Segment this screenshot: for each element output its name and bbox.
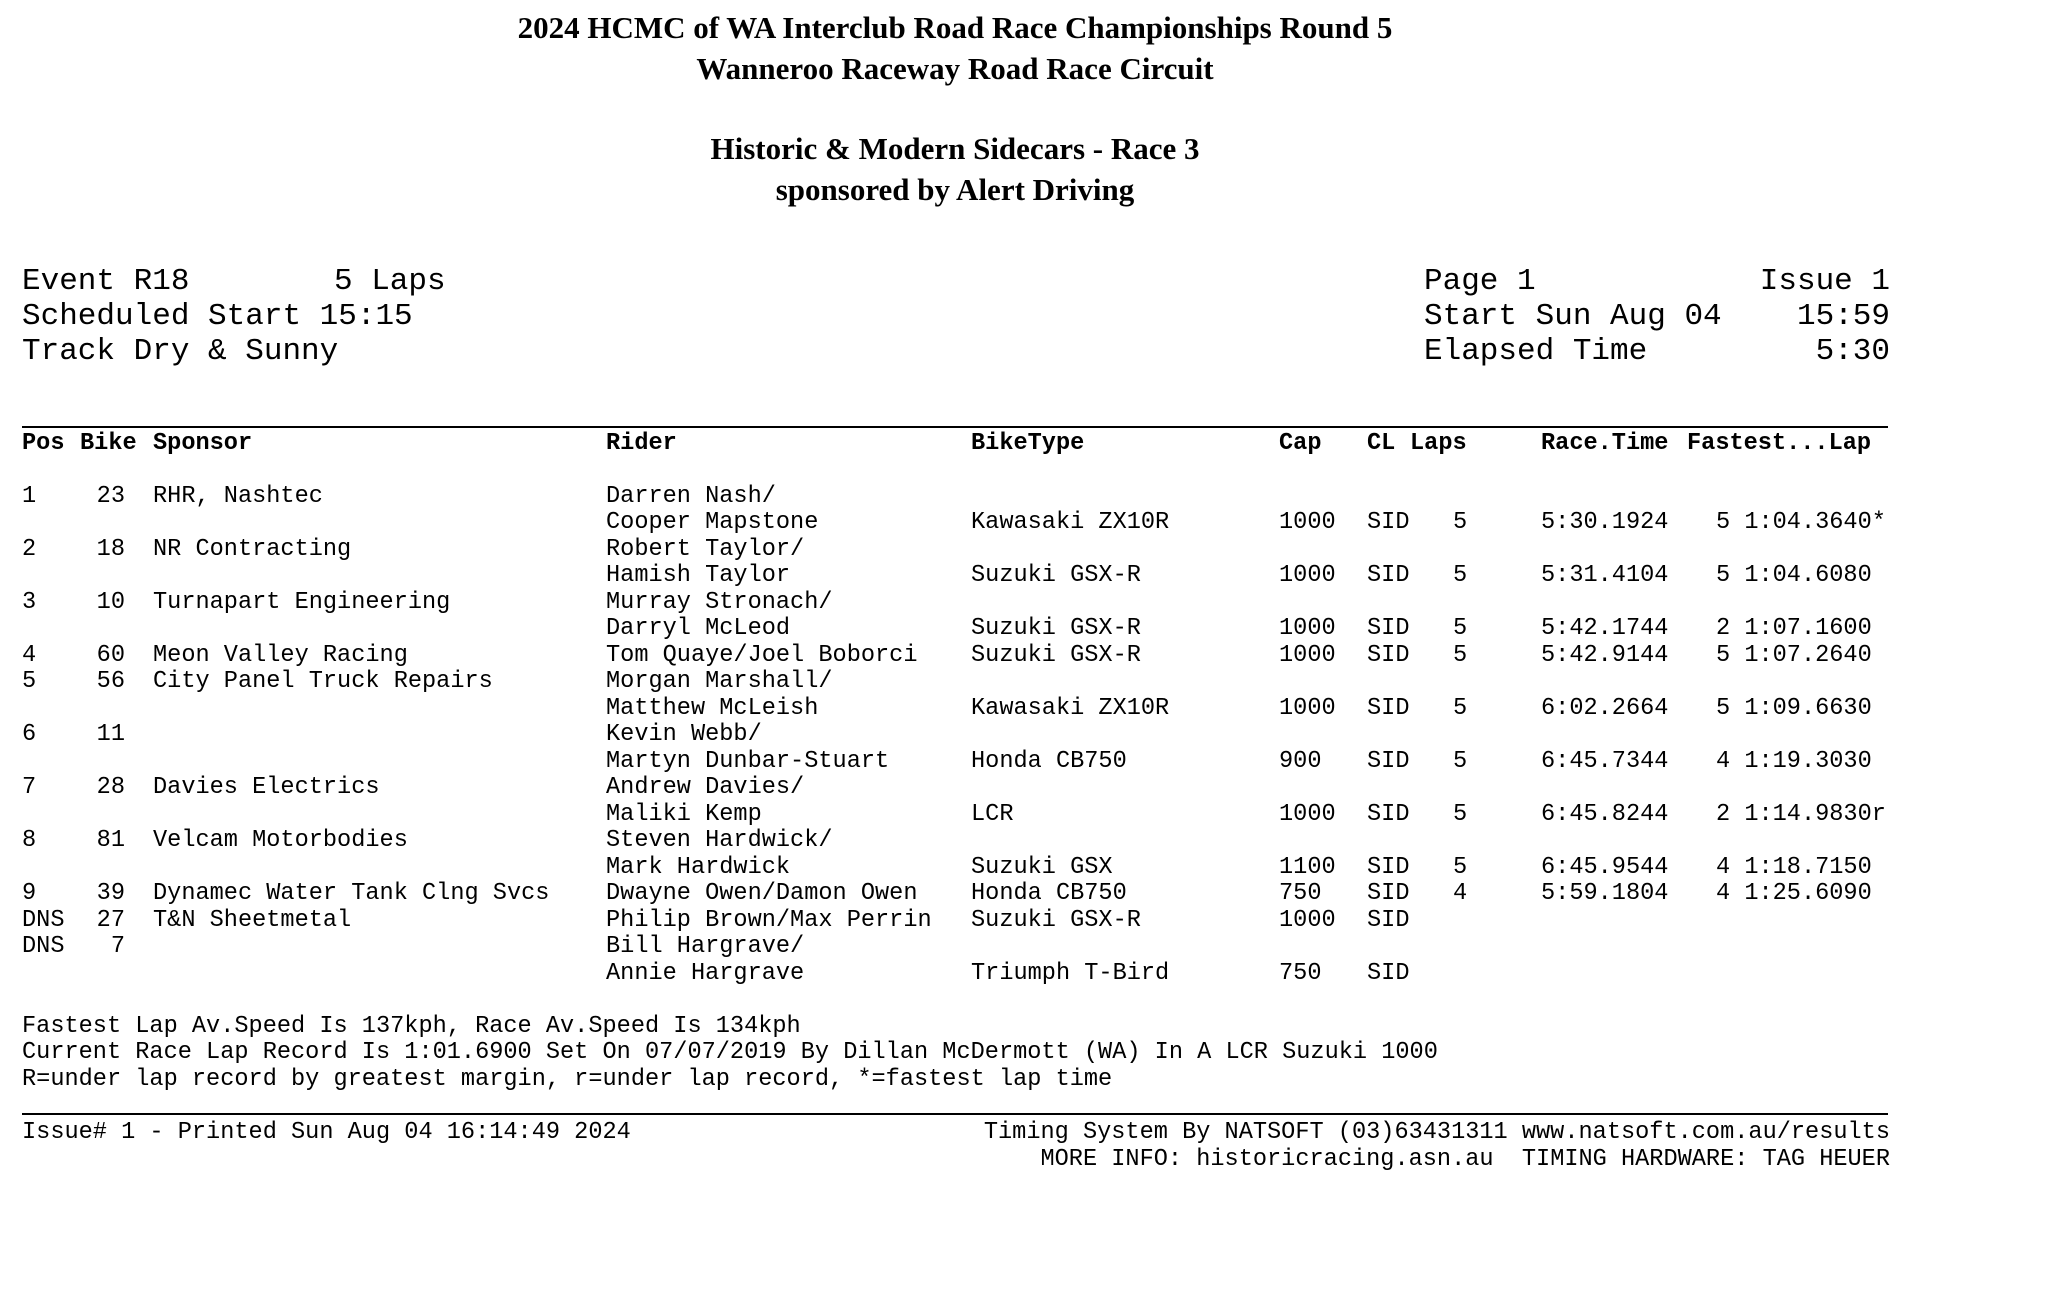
cell-pos: 1 xyxy=(22,483,37,510)
track-condition: Track Dry & Sunny xyxy=(22,334,339,369)
cell-laps: 5 xyxy=(1453,615,1468,642)
elapsed-label: Elapsed Time xyxy=(1424,334,1648,369)
cell-racetime: 6:45.8244 xyxy=(1541,801,1669,828)
cell-cl: SID xyxy=(1367,960,1410,987)
cell-cap: 1000 xyxy=(1279,615,1336,642)
cell-fastest: 4 1:18.7150 xyxy=(1716,854,1872,881)
cell-laps: 5 xyxy=(1453,642,1468,669)
venue-title: Wanneroo Raceway Road Race Circuit xyxy=(696,51,1214,86)
cell-bike: 60 xyxy=(96,642,125,669)
cell-pos: 5 xyxy=(22,668,37,695)
cell-sponsor: NR Contracting xyxy=(153,536,352,563)
col-fastest: Fastest...Lap xyxy=(1687,430,1872,457)
cell-rider: Morgan Marshall/ xyxy=(606,668,833,695)
cell-cap: 1000 xyxy=(1279,801,1336,828)
cell-cl: SID xyxy=(1367,509,1410,536)
more-info: MORE INFO: historicracing.asn.au TIMING HARDWARE: TAG HEUER xyxy=(1040,1146,1890,1173)
cell-rider: Dwayne Owen/Damon Owen xyxy=(606,880,918,907)
header-rule xyxy=(22,426,1888,428)
cell-rider: Murray Stronach/ xyxy=(606,589,833,616)
cell-rider-2: Darryl McLeod xyxy=(606,615,791,642)
cell-pos: DNS xyxy=(22,907,65,934)
elapsed-value: 5:30 xyxy=(1815,334,1890,369)
page-label: Page 1 xyxy=(1424,264,1536,299)
sponsor-title: sponsored by Alert Driving xyxy=(775,172,1135,207)
cell-racetime: 6:45.7344 xyxy=(1541,748,1669,775)
cell-sponsor: T&N Sheetmetal xyxy=(153,907,352,934)
cell-bike: 11 xyxy=(96,721,125,748)
cell-biketype: Suzuki GSX-R xyxy=(971,907,1141,934)
cell-rider-2: Mark Hardwick xyxy=(606,854,791,881)
cell-bike: 28 xyxy=(96,774,125,801)
legend-note: R=under lap record by greatest margin, r=under lap record, *=fastest lap time xyxy=(22,1066,1113,1093)
col-bike: Bike xyxy=(80,430,137,457)
cell-cap: 750 xyxy=(1279,960,1322,987)
cell-sponsor: Davies Electrics xyxy=(153,774,380,801)
cell-biketype: Honda CB750 xyxy=(971,748,1127,775)
cell-rider-2: Martyn Dunbar-Stuart xyxy=(606,748,890,775)
cell-rider: Andrew Davies/ xyxy=(606,774,805,801)
cell-laps: 4 xyxy=(1453,880,1468,907)
cell-fastest: 5 1:04.6080 xyxy=(1716,562,1872,589)
issue-label: Issue 1 xyxy=(1759,264,1890,299)
cell-fastest: 5 1:07.2640 xyxy=(1716,642,1872,669)
cell-biketype: LCR xyxy=(971,801,1014,828)
cell-sponsor: Meon Valley Racing xyxy=(153,642,408,669)
cell-laps: 5 xyxy=(1453,801,1468,828)
col-cap: Cap xyxy=(1279,430,1322,457)
cell-laps: 5 xyxy=(1453,695,1468,722)
printed-info: Issue# 1 - Printed Sun Aug 04 16:14:49 2024 xyxy=(22,1119,631,1146)
cell-biketype: Suzuki GSX-R xyxy=(971,562,1141,589)
col-biketype: BikeType xyxy=(971,430,1085,457)
report-title: 2024 HCMC of WA Interclub Road Race Championships Round 5 xyxy=(517,10,1393,45)
cell-racetime: 5:59.1804 xyxy=(1541,880,1669,907)
cell-cap: 900 xyxy=(1279,748,1322,775)
cell-cl: SID xyxy=(1367,615,1410,642)
cell-fastest: 5 1:09.6630 xyxy=(1716,695,1872,722)
col-sponsor: Sponsor xyxy=(153,430,253,457)
cell-cl: SID xyxy=(1367,801,1410,828)
cell-fastest: 5 1:04.3640* xyxy=(1716,509,1886,536)
cell-cap: 1000 xyxy=(1279,695,1336,722)
cell-cl: SID xyxy=(1367,695,1410,722)
footer-rule xyxy=(22,1113,1888,1115)
cell-cap: 750 xyxy=(1279,880,1322,907)
lap-record-note: Current Race Lap Record Is 1:01.6900 Set On 07/07/2019 By Dillan McDermott (WA) In A LCR Suzuki 1000 xyxy=(22,1039,1438,1066)
cell-fastest: 2 1:07.1600 xyxy=(1716,615,1872,642)
cell-pos: 4 xyxy=(22,642,37,669)
cell-bike: 23 xyxy=(96,483,125,510)
cell-rider: Tom Quaye/Joel Boborci xyxy=(606,642,918,669)
cell-laps: 5 xyxy=(1453,562,1468,589)
cell-rider-2: Hamish Taylor xyxy=(606,562,791,589)
cell-rider-2: Annie Hargrave xyxy=(606,960,805,987)
scheduled-start: Scheduled Start 15:15 xyxy=(22,299,413,334)
cell-rider-2: Cooper Mapstone xyxy=(606,509,819,536)
cell-biketype: Suzuki GSX-R xyxy=(971,642,1141,669)
cell-cap: 1100 xyxy=(1279,854,1336,881)
cell-bike: 27 xyxy=(96,907,125,934)
cell-fastest: 2 1:14.9830r xyxy=(1716,801,1886,828)
cell-cl: SID xyxy=(1367,748,1410,775)
timing-system: Timing System By NATSOFT (03)63431311 www.natsoft.com.au/results xyxy=(983,1119,1890,1146)
cell-rider-2: Matthew McLeish xyxy=(606,695,819,722)
event-label: Event R18 xyxy=(22,264,190,299)
cell-biketype: Kawasaki ZX10R xyxy=(971,509,1170,536)
cell-racetime: 5:30.1924 xyxy=(1541,509,1669,536)
cell-rider: Robert Taylor/ xyxy=(606,536,805,563)
col-racetime: Race.Time xyxy=(1541,430,1669,457)
race-title: Historic & Modern Sidecars - Race 3 xyxy=(710,131,1200,166)
cell-laps: 5 xyxy=(1453,854,1468,881)
cell-biketype: Suzuki GSX-R xyxy=(971,615,1141,642)
cell-sponsor: Velcam Motorbodies xyxy=(153,827,408,854)
cell-cl: SID xyxy=(1367,642,1410,669)
cell-pos: 6 xyxy=(22,721,37,748)
start-time: 15:59 xyxy=(1796,299,1890,334)
cell-sponsor: Dynamec Water Tank Clng Svcs xyxy=(153,880,550,907)
laps-label: 5 Laps xyxy=(334,264,446,299)
cell-rider: Bill Hargrave/ xyxy=(606,933,805,960)
cell-racetime: 5:42.9144 xyxy=(1541,642,1669,669)
cell-cl: SID xyxy=(1367,880,1410,907)
col-cl: CL xyxy=(1367,430,1396,457)
speed-note: Fastest Lap Av.Speed Is 137kph, Race Av.Speed Is 134kph xyxy=(22,1013,801,1040)
cell-cl: SID xyxy=(1367,907,1410,934)
cell-sponsor: Turnapart Engineering xyxy=(153,589,451,616)
cell-pos: DNS xyxy=(22,933,65,960)
cell-cl: SID xyxy=(1367,854,1410,881)
cell-cap: 1000 xyxy=(1279,509,1336,536)
col-pos: Pos xyxy=(22,430,65,457)
cell-pos: 7 xyxy=(22,774,37,801)
cell-pos: 3 xyxy=(22,589,37,616)
cell-rider: Darren Nash/ xyxy=(606,483,776,510)
cell-biketype: Suzuki GSX xyxy=(971,854,1113,881)
cell-racetime: 5:31.4104 xyxy=(1541,562,1669,589)
start-label: Start Sun Aug 04 xyxy=(1424,299,1722,334)
cell-pos: 9 xyxy=(22,880,37,907)
cell-bike: 81 xyxy=(96,827,125,854)
cell-cap: 1000 xyxy=(1279,907,1336,934)
cell-bike: 56 xyxy=(96,668,125,695)
cell-biketype: Honda CB750 xyxy=(971,880,1127,907)
cell-racetime: 5:42.1744 xyxy=(1541,615,1669,642)
cell-bike: 39 xyxy=(96,880,125,907)
cell-rider: Steven Hardwick/ xyxy=(606,827,833,854)
cell-bike: 18 xyxy=(96,536,125,563)
cell-biketype: Kawasaki ZX10R xyxy=(971,695,1170,722)
col-laps: Laps xyxy=(1410,430,1467,457)
cell-fastest: 4 1:19.3030 xyxy=(1716,748,1872,775)
cell-rider-2: Maliki Kemp xyxy=(606,801,762,828)
cell-racetime: 6:45.9544 xyxy=(1541,854,1669,881)
cell-biketype: Triumph T-Bird xyxy=(971,960,1170,987)
cell-bike: 10 xyxy=(96,589,125,616)
cell-racetime: 6:02.2664 xyxy=(1541,695,1669,722)
cell-sponsor: RHR, Nashtec xyxy=(153,483,323,510)
cell-laps: 5 xyxy=(1453,509,1468,536)
cell-bike: 7 xyxy=(110,933,125,960)
cell-laps: 5 xyxy=(1453,748,1468,775)
cell-cl: SID xyxy=(1367,562,1410,589)
cell-cap: 1000 xyxy=(1279,562,1336,589)
cell-rider: Philip Brown/Max Perrin xyxy=(606,907,932,934)
cell-fastest: 4 1:25.6090 xyxy=(1716,880,1872,907)
cell-pos: 2 xyxy=(22,536,37,563)
cell-sponsor: City Panel Truck Repairs xyxy=(153,668,493,695)
cell-pos: 8 xyxy=(22,827,37,854)
cell-rider: Kevin Webb/ xyxy=(606,721,762,748)
col-rider: Rider xyxy=(606,430,677,457)
cell-cap: 1000 xyxy=(1279,642,1336,669)
